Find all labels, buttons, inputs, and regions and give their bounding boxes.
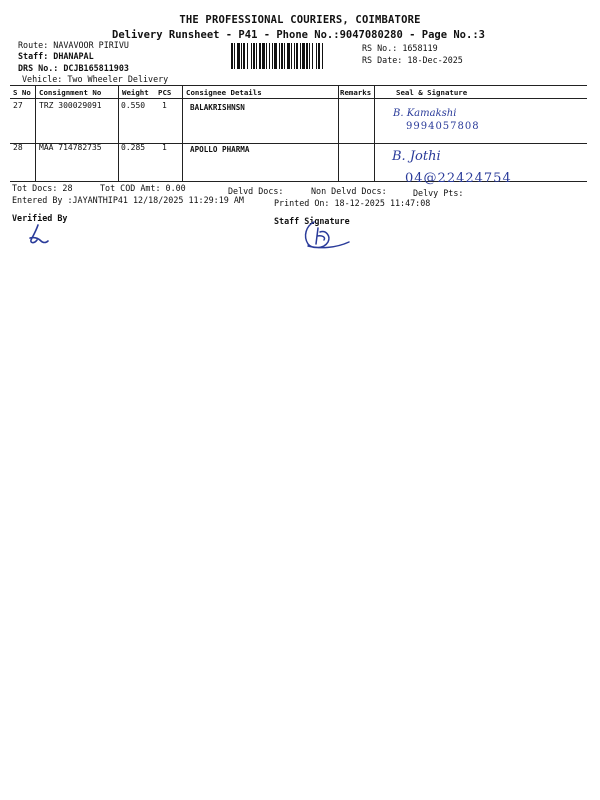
row-sno: 28 [13,143,23,152]
barcode-bar [296,43,298,69]
barcode-bar [279,43,280,69]
barcode-bar [234,43,235,69]
barcode-bar [281,43,283,69]
staff-signature-scribble [300,218,352,252]
col-divider [338,85,339,181]
barcode-bar [291,43,292,69]
entered-by: Entered By :JAYANTHIP41 12/18/2025 11:29:19 AM [12,195,244,205]
barcode-bar [322,43,323,69]
row-sno: 27 [13,101,23,110]
header-remarks: Remarks [340,88,372,97]
barcode-bar [262,43,265,69]
printed-on: Printed On: 18-12-2025 11:47:08 [274,198,431,208]
barcode-bar [306,43,308,69]
row-consignment: TRZ 300029091 [39,101,102,110]
header-seal: Seal & Signature [396,88,468,97]
non-delivered-docs: Non Delvd Docs: [311,186,387,196]
delivered-docs: Delvd Docs: [228,186,284,196]
row-pcs: 1 [162,101,167,110]
rs-number: RS No.: 1658119 [362,43,438,53]
total-cod-amount: Tot COD Amt: 0.00 [100,183,186,193]
handwritten-signature-name: B. Kamakshi [393,108,457,119]
verified-signature-scribble [24,222,54,248]
col-divider [182,85,183,181]
handwritten-phone: 9994057808 [406,121,480,132]
barcode-bar [251,43,252,69]
barcode-bar [247,43,248,69]
handwritten-signature-name: B. Jothi [392,149,441,164]
barcode-bar [318,43,320,69]
header-pcs: PCS [158,88,172,97]
col-divider [35,85,36,181]
header-consignee: Consignee Details [186,88,262,97]
delivery-points: Delvy Pts: [413,188,464,198]
barcode-bar [300,43,301,69]
barcode-bar [231,43,233,69]
handwritten-phone: 04@22424754 [405,171,512,186]
barcode-image [231,43,356,69]
header-sno: S No [13,88,31,97]
verified-by-label: Verified By [12,213,68,223]
barcode-bar [312,43,313,69]
barcode-bar [243,43,245,69]
table-top-border [10,85,587,86]
row-pcs: 1 [162,143,167,152]
header-weight: Weight [122,88,149,97]
runsheet-title: Delivery Runsheet - P41 - Phone No.:9047080280 - Page No.:3 [112,29,485,41]
row-consignment: MAA 714782735 [39,143,102,152]
barcode-bar [302,43,305,69]
barcode-bar [316,43,317,69]
barcode-bar [284,43,285,69]
barcode-bar [294,43,295,69]
company-title: THE PROFESSIONAL COURIERS, COIMBATORE [179,14,421,26]
table-header-border [10,98,587,99]
barcode-bar [259,43,261,69]
staff-label: Staff: DHANAPAL [18,51,94,61]
barcode-bar [272,43,273,69]
row-weight: 0.285 [121,143,146,152]
drs-number: DRS No.: DCJB165811903 [18,63,129,73]
row-weight: 0.550 [121,101,146,110]
staff-signature-label: Staff Signature [274,216,350,226]
row-consignee: APOLLO PHARMA [190,145,250,154]
barcode-bar [237,43,240,69]
total-docs: Tot Docs: 28 [12,183,73,193]
barcode-bar [241,43,242,69]
col-divider [374,85,375,181]
header-consignment: Consignment No [39,88,102,97]
col-divider [118,85,119,181]
rs-date: RS Date: 18-Dec-2025 [362,55,463,65]
vehicle-label: Vehicle: Two Wheeler Delivery [22,74,169,84]
barcode-bar [287,43,290,69]
barcode-bar [274,43,277,69]
row-consignee: BALAKRISHNSN [190,103,245,112]
barcode-bar [256,43,257,69]
barcode-bar [309,43,310,69]
route-label: Route: NAVAVOOR PIRIVU [18,40,129,50]
barcode-bar [269,43,270,69]
barcode-bar [266,43,267,69]
barcode-bar [253,43,255,69]
